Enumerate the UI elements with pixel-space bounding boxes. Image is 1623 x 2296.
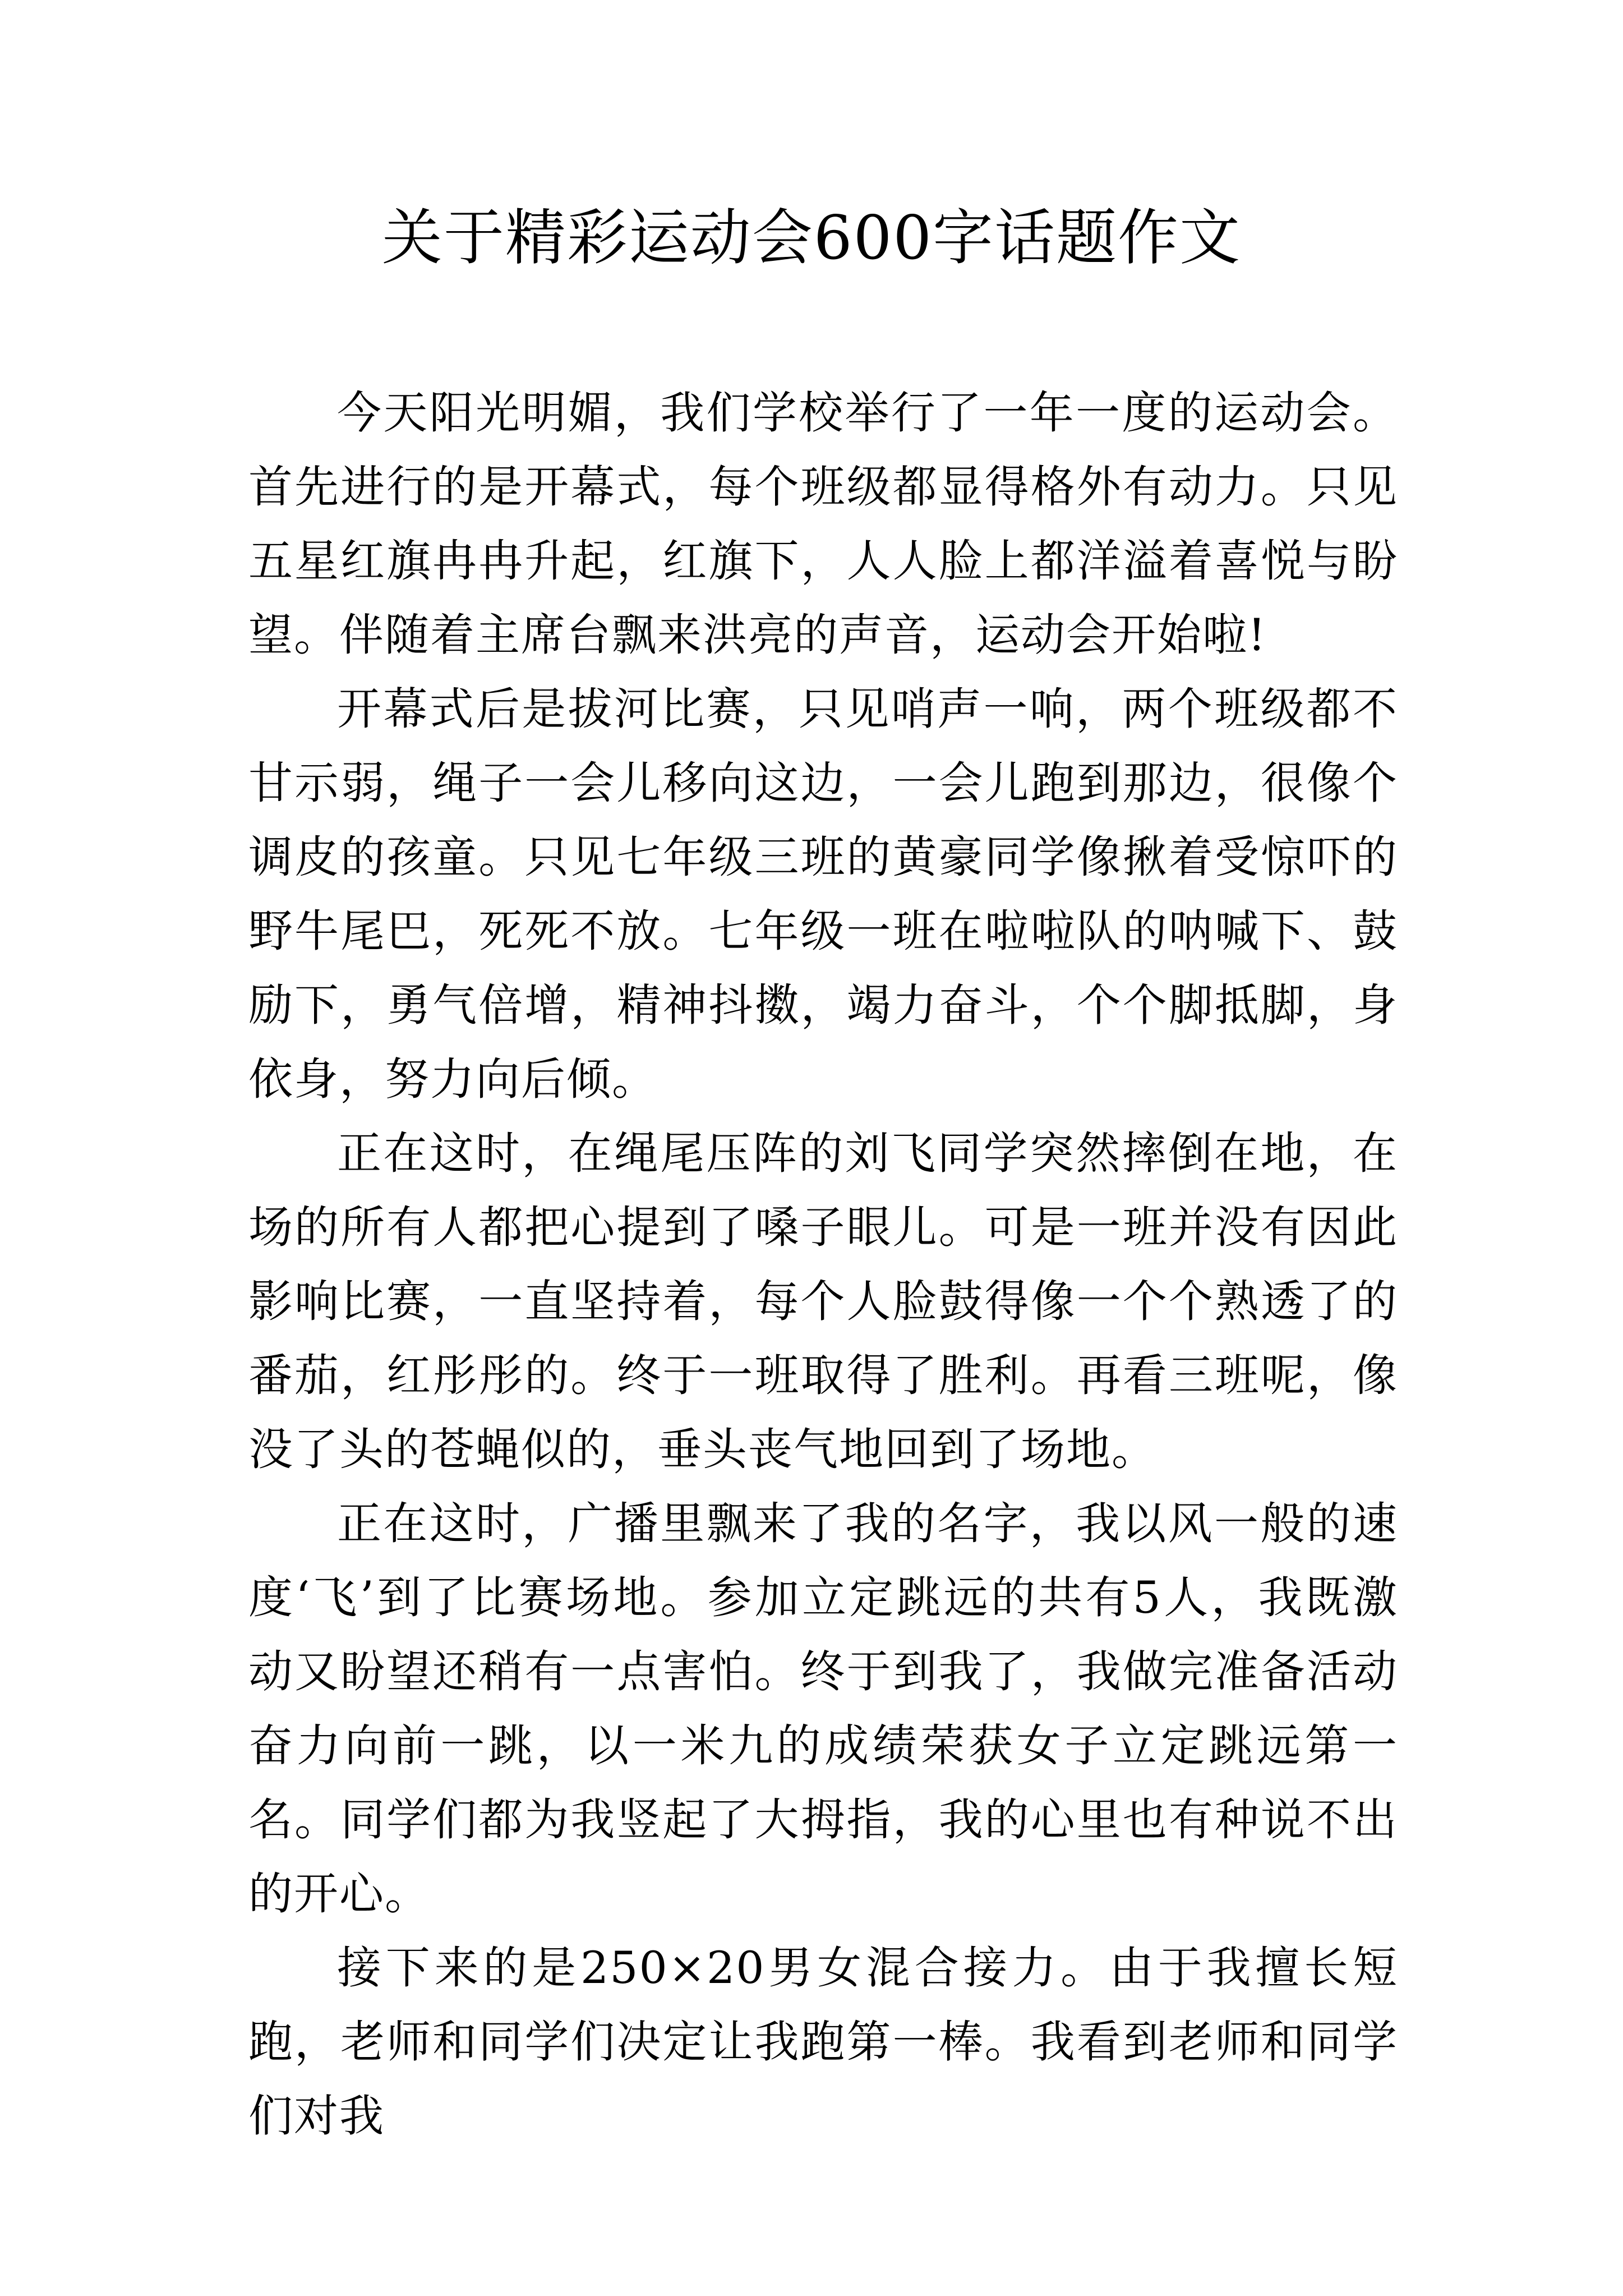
paragraph: 今天阳光明媚，我们学校举行了一年一度的运动会。首先进行的是开幕式，每个班级都显得格外有动力。只见五星红旗冉冉升起，红旗下，人人脸上都洋溢着喜悦与盼望。伴随着主席台飘来洪亮的声音，运动会开始啦! [248,387,1398,661]
document-title: 关于精彩运动会600字话题作文 [381,203,1242,273]
paragraph: 正在这时，在绳尾压阵的刘飞同学突然摔倒在地，在场的所有人都把心提到了嗓子眼儿。可是一班并没有因此影响比赛，一直坚持着，每个人脸鼓得像一个个熟透了的番茄，红彤彤的。终于一班取得了胜利。再看三班呢，像没了头的苍蝇似的，垂头丧气地回到了场地。 [248,1128,1398,1475]
paragraph: 正在这时，广播里飘来了我的名字，我以风一般的速度‘飞’到了比赛场地。参加立定跳远的共有5人，我既激动又盼望还稍有一点害怕。终于到我了，我做完准备活动奋力向前一跳，以一米九的成绩荣获女子立定跳远第一名。同学们都为我竖起了大拇指，我的心里也有种说不出的开心。 [248,1498,1398,1920]
paragraph: 接下来的是250×20男女混合接力。由于我擅长短跑，老师和同学们决定让我跑第一棒。我看到老师和同学们对我 [248,1942,1398,2142]
paragraph: 开幕式后是拔河比赛，只见哨声一响，两个班级都不甘示弱，绳子一会儿移向这边，一会儿跑到那边，很像个调皮的孩童。只见七年级三班的黄豪同学像揪着受惊吓的野牛尾巴，死死不放。七年级一班在啦啦队的呐喊下、鼓励下，勇气倍增，精神抖擞，竭力奋斗，个个脚抵脚，身依身，努力向后倾。 [248,683,1398,1105]
document-body [248,376,1398,2153]
